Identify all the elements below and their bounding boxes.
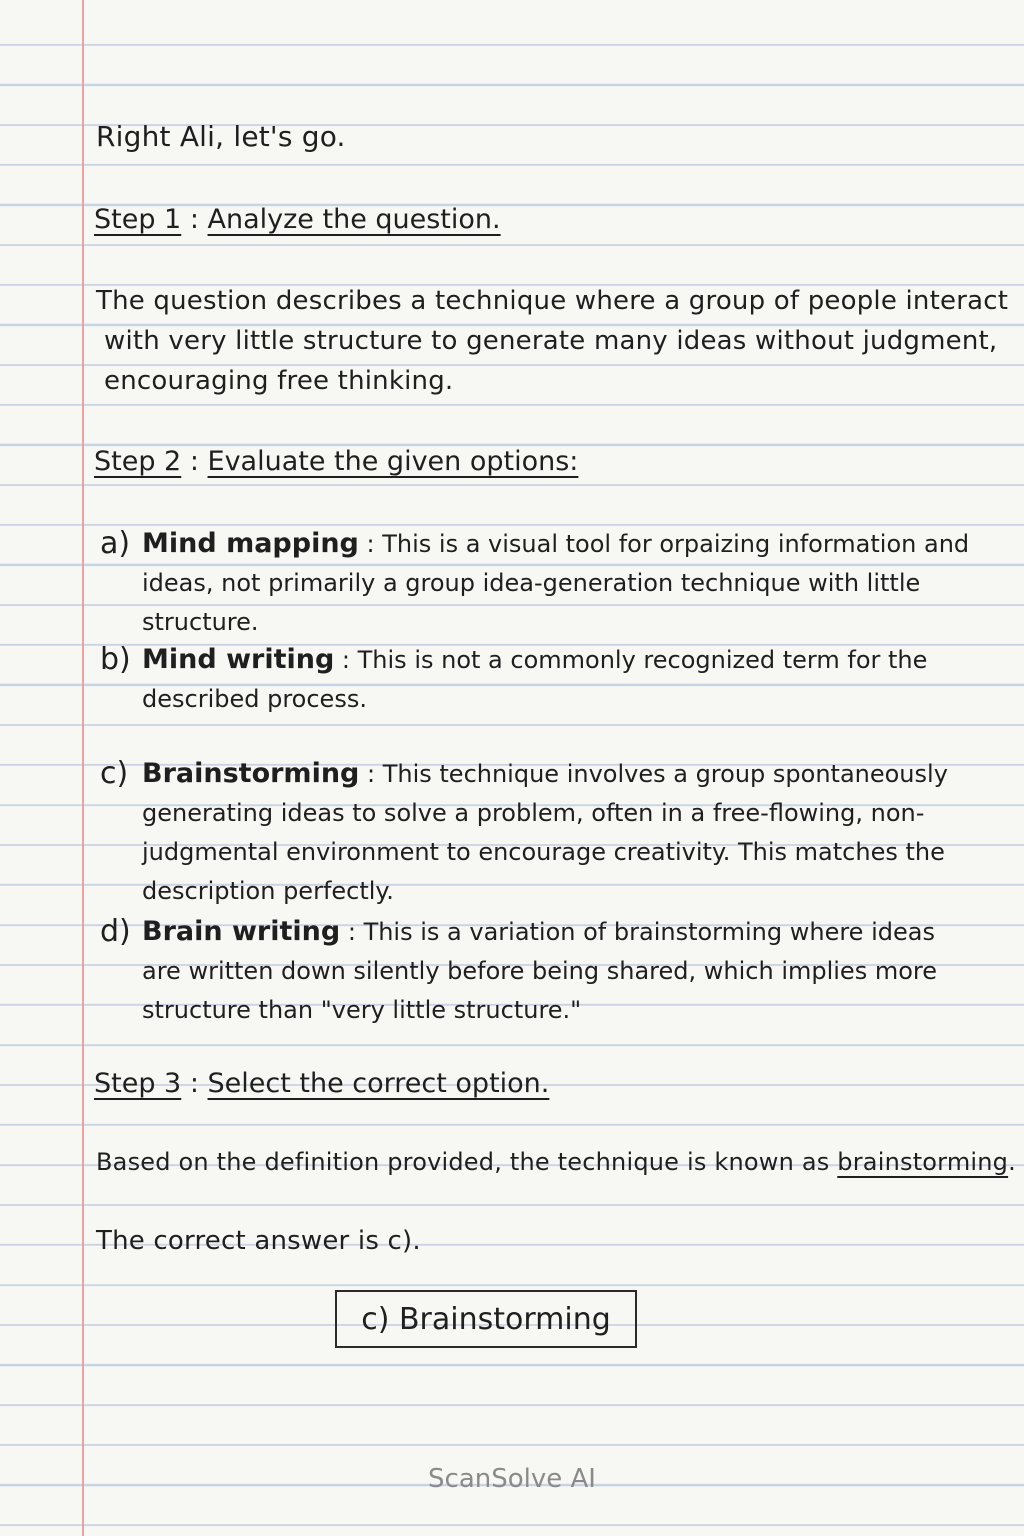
option-description: This technique involves a group spontaneously generating ideas to solve a problem, often in a free-flowing, non-judgmental environment to encourage creativity. This matches the description perfectly. — [142, 760, 948, 905]
final-answer: c) Brainstorming — [361, 1301, 611, 1337]
answer-basis: Based on the definition provided, the technique is known as brainstorming. — [96, 1148, 1016, 1176]
step-2-heading: Step 2 : Evaluate the given options: — [94, 446, 579, 477]
step-3-label: Step 3 — [94, 1068, 182, 1099]
option-term: Mind mapping — [142, 528, 359, 559]
option-description: This is not a commonly recognized term for the described process. — [142, 646, 928, 713]
step-3-title: Select the correct option. — [207, 1068, 550, 1099]
step-1-title: Analyze the question. — [207, 204, 501, 235]
step-1-line: encouraging free thinking. — [104, 366, 454, 396]
watermark: ScanSolve AI — [428, 1464, 596, 1494]
step-2-title: Evaluate the given options: — [207, 446, 579, 477]
step-1-heading: Step 1 : Analyze the question. — [94, 204, 501, 235]
option-letter: b) — [100, 642, 131, 677]
step-3-heading: Step 3 : Select the correct option. — [94, 1068, 550, 1099]
option-term: Brainstorming — [142, 758, 360, 789]
option-letter: d) — [100, 914, 131, 949]
step-1-line: with very little structure to generate many ideas without judgment, — [104, 326, 998, 356]
correct-answer-line: The correct answer is c). — [96, 1226, 421, 1256]
option-term: Brain writing — [142, 916, 341, 947]
option-b: b) Mind writing : This is not a commonly recognized term for the described process. — [100, 642, 928, 713]
answer-basis-text: Based on the definition provided, the technique is known as — [96, 1148, 830, 1176]
margin-line — [82, 0, 84, 1536]
step-1-label: Step 1 — [94, 204, 182, 235]
option-a: a) Mind mapping : This is a visual tool for orpaizing information and ideas, not primarily a group idea-generation technique with little structure. — [100, 526, 970, 636]
final-answer-box — [335, 1290, 637, 1348]
step-1-line: The question describes a technique where a group of people interact — [96, 286, 1009, 316]
option-d: d) Brain writing : This is a variation of brainstorming where ideas are written down silently before being shared, which implies more structure than "very little structure." — [100, 914, 937, 1024]
answer-basis-term: brainstorming — [837, 1148, 1009, 1176]
option-description: This is a variation of brainstorming where ideas are written down silently before being shared, which implies more structure than "very little structure." — [142, 918, 937, 1024]
greeting: Right Ali, let's go. — [96, 120, 346, 153]
option-term: Mind writing — [142, 644, 335, 675]
option-letter: c) — [100, 756, 129, 791]
option-description: This is a visual tool for orpaizing information and ideas, not primarily a group idea-generation technique with little structure. — [142, 530, 970, 636]
option-letter: a) — [100, 526, 131, 561]
option-c: c) Brainstorming : This technique involves a group spontaneously generating ideas to solve a problem, often in a free-flowing, non-judgmental environment to encourage creativity. This matches the description perfectly. — [100, 756, 948, 905]
step-2-label: Step 2 — [94, 446, 182, 477]
